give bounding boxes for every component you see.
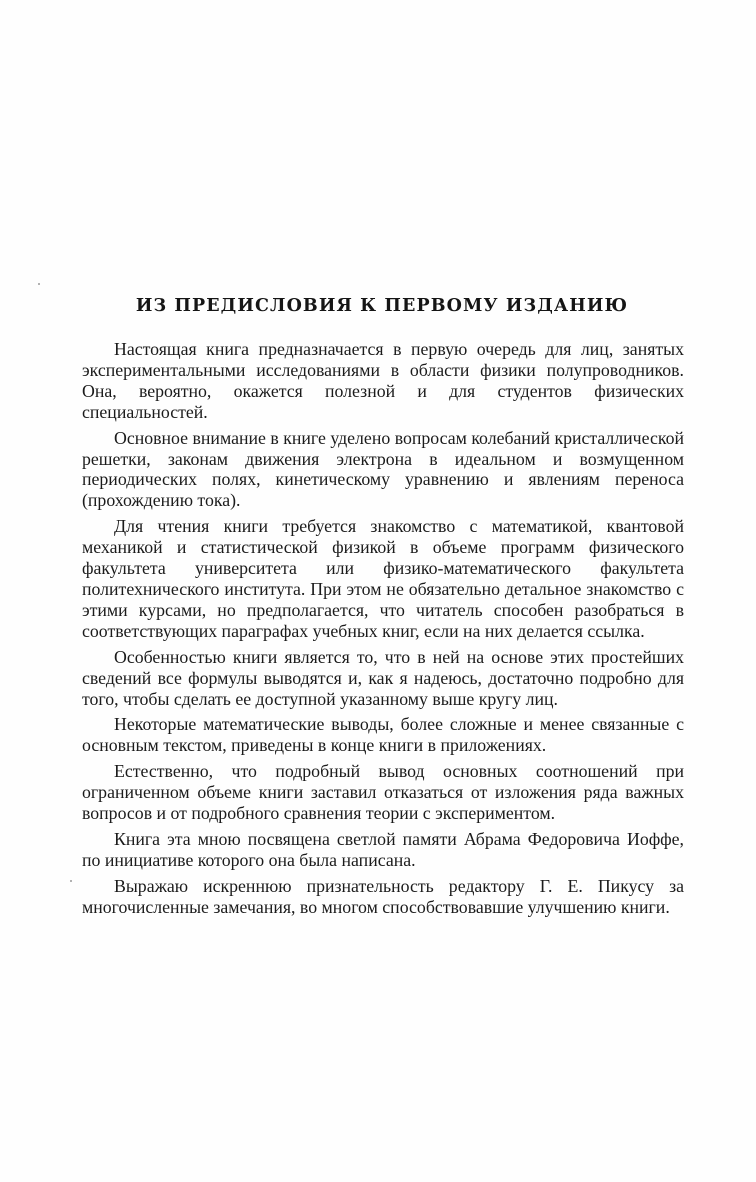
section-title: ИЗ ПРЕДИСЛОВИЯ К ПЕРВОМУ ИЗДАНИЮ — [135, 296, 629, 316]
paragraph-dedication: Книга эта мною посвящена светлой памяти Абрама Федоровича Иоффе, по инициативе которого она была написана. — [82, 828, 684, 870]
paragraph-features: Особенностью книги является то, что в ней на основе этих простейших сведений все формулы выводятся и, как я надеюсь, достаточно подробно для того, чтобы сделать ее доступной указанному выше кругу лиц. — [82, 646, 684, 709]
paragraph-appendices: Некоторые математические выводы, более сложные и менее связанные с основным текстом, приведены в конце книги в приложениях. — [82, 714, 684, 756]
paragraph-purpose: Настоящая книга предназначается в первую очередь для лиц, занятых экспериментальными исследованиями в области физики полупроводников. Она, вероятно, окажется полезной и для студентов физических специальностей. — [82, 339, 684, 422]
paragraph-prerequisites: Для чтения книги требуется знакомство с математикой, квантовой механикой и статистической физикой в объеме программ физического факультета университета или физико-математического факультета политехнического института. При этом не обязательно детальное знакомство с этими курсами, но предполагается, что читатель способен разобраться в соответствующих параграфах учебных книг, если на них делается ссылка. — [82, 516, 684, 641]
paragraph-limitations: Естественно, что подробный вывод основных соотношений при ограниченном объеме книги заставил отказаться от изложения ряда важных вопросов и от подробного сравнения теории с экспериментом. — [82, 761, 684, 824]
scan-speck — [70, 880, 72, 882]
scan-speck — [38, 283, 40, 285]
paragraph-acknowledgement: Выражаю искреннюю признательность редактору Г. Е. Пикусу за многочисленные замечания, во многом способствовавшие улучшению книги. — [82, 875, 684, 917]
preface-body — [82, 339, 684, 923]
paragraph-focus: Основное внимание в книге уделено вопросам колебаний кристаллической решетки, законам движения электрона в идеальном и возмущенном периодических полях, кинетическому уравнению и явлениям переноса (прохождению тока). — [82, 427, 684, 511]
